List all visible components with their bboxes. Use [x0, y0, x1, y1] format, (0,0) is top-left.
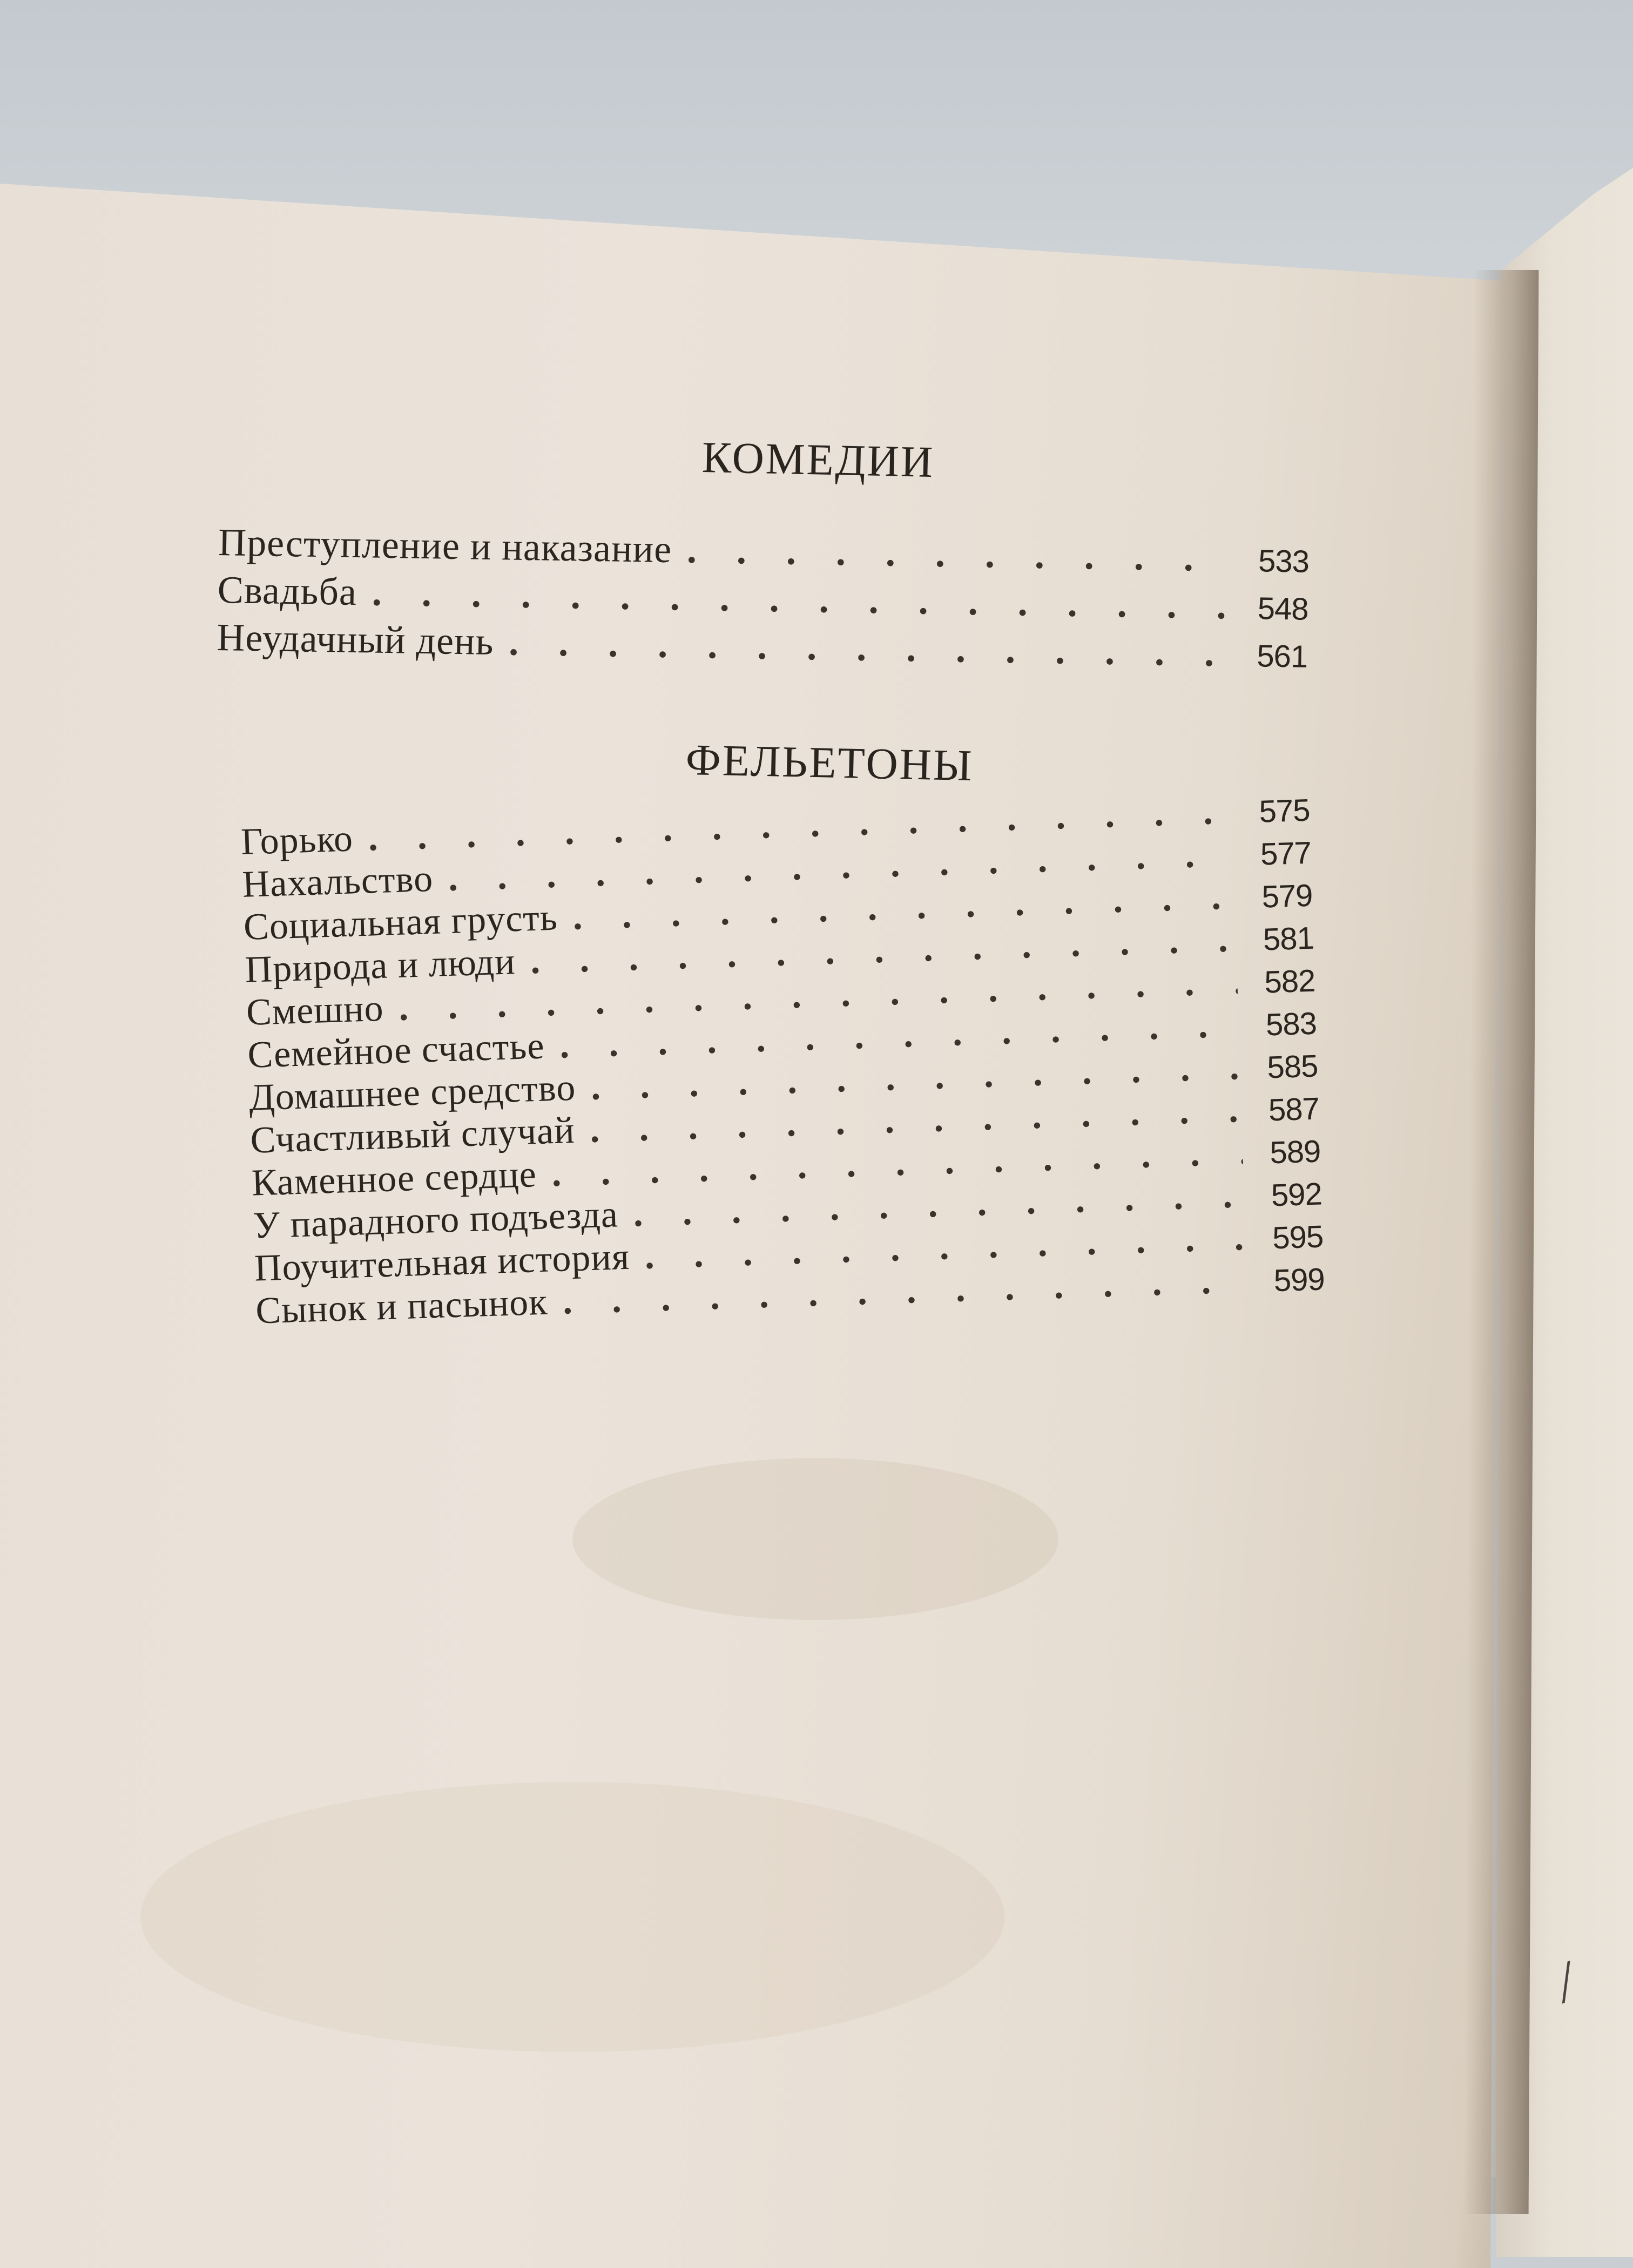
- toc-entry-title: Преступление и наказание: [218, 520, 672, 571]
- toc-list-comedies: [217, 518, 1310, 678]
- toc-entry-page: 592: [1270, 1176, 1322, 1213]
- toc-entry-title: Нахальство: [241, 858, 434, 906]
- toc-list-feuilletons: [240, 787, 1325, 1333]
- toc-entry-page: 587: [1267, 1091, 1320, 1128]
- toc-entry-title: У парадного подъезда: [252, 1193, 619, 1247]
- toc-entry-title: Домашнее средство: [248, 1066, 577, 1119]
- toc-entry-page: 533: [1258, 543, 1310, 579]
- toc-entry-page: 595: [1272, 1219, 1324, 1256]
- toc-entry-page: 577: [1260, 835, 1312, 872]
- toc-entry-title: Неудачный день: [216, 615, 495, 664]
- toc-entry-title: Природа и люди: [244, 941, 516, 991]
- toc-entry-title: Социальная грусть: [242, 896, 558, 948]
- toc-entry-title: Сынок и пасынок: [255, 1281, 549, 1332]
- toc-entry-title: Смешно: [245, 987, 384, 1034]
- toc-entry-page: 561: [1256, 638, 1308, 674]
- toc-entry-title: Семейное счастье: [247, 1025, 545, 1076]
- toc-entry-page: 585: [1266, 1048, 1319, 1085]
- toc-entry-title: Поучительная история: [253, 1236, 631, 1290]
- section-title-comedies: КОМЕДИИ: [701, 433, 935, 487]
- toc-entry-page: 582: [1264, 963, 1316, 1000]
- toc-entry-page: 589: [1269, 1133, 1321, 1171]
- toc-entry-page: 575: [1258, 792, 1311, 829]
- toc-entry-page: 579: [1261, 878, 1313, 915]
- toc-entry-title: Свадьба: [217, 568, 357, 614]
- toc-entry-page: 583: [1265, 1005, 1317, 1043]
- pencil-mark: ╱: [1550, 1961, 1582, 2004]
- toc-entry-title: Каменное сердце: [251, 1153, 537, 1204]
- section-title-feuilletons: ФЕЛЬЕТОНЫ: [685, 735, 974, 791]
- toc-entry-title: Счастливый случай: [249, 1109, 576, 1162]
- toc-entry-page: 548: [1257, 591, 1309, 627]
- toc-leader-dots: [686, 526, 1231, 582]
- toc-entry-page: 581: [1263, 920, 1314, 957]
- toc-entry-page: 599: [1273, 1261, 1325, 1299]
- toc-entry-title: Горько: [240, 818, 354, 863]
